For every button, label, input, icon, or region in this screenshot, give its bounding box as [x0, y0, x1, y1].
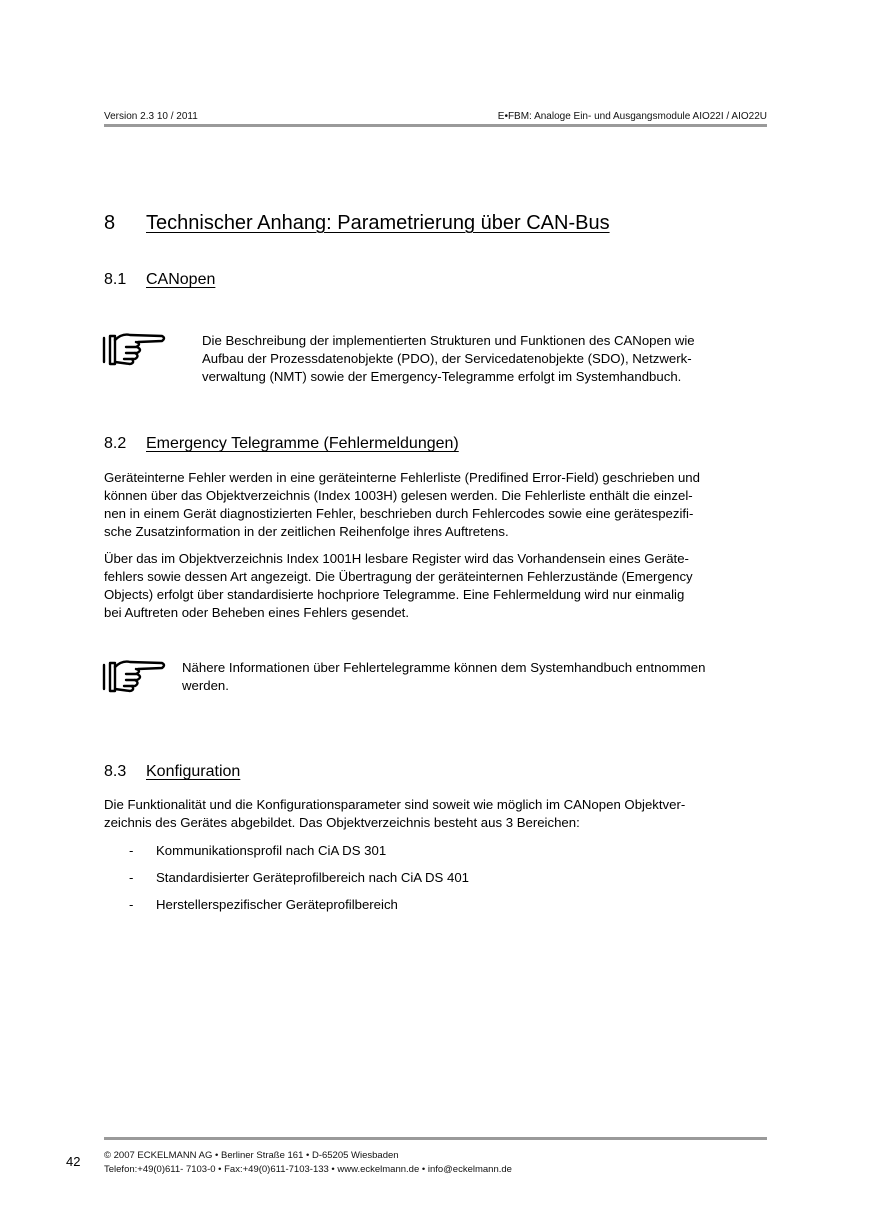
- section-8-2-number: 8.2: [104, 435, 127, 452]
- list-bullet: -: [129, 897, 134, 912]
- footer-address: [104, 1149, 512, 1177]
- paragraph-8-3: [104, 796, 776, 832]
- text-line: Über das im Objektverzeichnis Index 1001H lesbare Register wird das Vorhandensein eines Geräte-: [104, 551, 689, 566]
- header-rule: [104, 124, 767, 127]
- pointing-hand-icon: [102, 330, 168, 368]
- section-8-2-title: Emergency Telegramme (Fehlermeldungen): [146, 435, 459, 452]
- section-8-1-title: CANopen: [146, 271, 216, 288]
- footer-line: © 2007 ECKELMANN AG • Berliner Straße 161 • D-65205 Wiesbaden: [104, 1150, 399, 1161]
- list-item: Standardisierter Geräteprofilbereich nach CiA DS 401: [156, 870, 470, 885]
- section-8-3-title: Konfiguration: [146, 763, 241, 780]
- note-line: werden.: [182, 678, 229, 693]
- paragraph-8-2-2: [104, 550, 776, 622]
- note-line: Die Beschreibung der implementierten Strukturen und Funktionen des CANopen wie: [202, 333, 695, 348]
- text-line: Die Funktionalität und die Konfigurationsparameter sind soweit wie möglich im CANopen Objektver-: [104, 797, 686, 812]
- text-line: Objects) erfolgt über standardisierte hochpriore Telegramme. Eine Fehlermeldung wird nur einmalig: [104, 587, 685, 602]
- note-line: verwaltung (NMT) sowie der Emergency-Telegramme erfolgt im Systemhandbuch.: [202, 369, 682, 384]
- text-line: zeichnis des Gerätes abgebildet. Das Objektverzeichnis besteht aus 3 Bereichen:: [104, 815, 580, 830]
- section-8-3-number: 8.3: [104, 763, 127, 780]
- paragraph-8-2-1: [104, 469, 776, 541]
- text-line: fehlers sowie dessen Art angezeigt. Die Übertragung der geräteinternen Fehlerzustände (Emergency: [104, 569, 693, 584]
- text-line: können über das Objektverzeichnis (Index 1003H) gelesen werden. Die Fehlerliste enthält die einzel-: [104, 488, 693, 503]
- list-item: Kommunikationsprofil nach CiA DS 301: [156, 843, 387, 858]
- page-number: 42: [66, 1154, 81, 1169]
- text-line: sche Zusatzinformation in der zeitlichen Reihenfolge ihres Auftretens.: [104, 524, 509, 539]
- text-line: nen in einem Gerät diagnostizierten Fehler, beschrieben durch Fehlercodes sowie eine gerätespezifi-: [104, 506, 694, 521]
- section-8-1-number: 8.1: [104, 271, 127, 288]
- text-line: bei Auftreten oder Beheben eines Fehlers gesendet.: [104, 605, 409, 620]
- chapter-number: 8: [104, 212, 116, 234]
- header-version: Version 2.3 10 / 2011: [104, 111, 198, 122]
- list-item: Herstellerspezifischer Geräteprofilbereich: [156, 897, 398, 912]
- list-bullet: -: [129, 870, 134, 885]
- note-8-1: [202, 332, 768, 386]
- note-line: Nähere Informationen über Fehlertelegramme können dem Systemhandbuch entnommen: [182, 660, 706, 675]
- footer-rule: [104, 1137, 767, 1140]
- header-title: E•FBM: Analoge Ein- und Ausgangsmodule AIO22I / AIO22U: [497, 111, 767, 122]
- list-bullet: -: [129, 843, 134, 858]
- chapter-title: Technischer Anhang: Parametrierung über CAN-Bus: [146, 212, 610, 234]
- note-8-2: [182, 659, 772, 695]
- footer-line: Telefon:+49(0)611- 7103-0 • Fax:+49(0)611-7103-133 • www.eckelmann.de • info@eckelmann.de: [104, 1164, 512, 1175]
- note-line: Aufbau der Prozessdatenobjekte (PDO), der Servicedatenobjekte (SDO), Netzwerk-: [202, 351, 692, 366]
- text-line: Geräteinterne Fehler werden in eine geräteinterne Fehlerliste (Predifined Error-Field) geschrieben und: [104, 470, 700, 485]
- pointing-hand-icon: [102, 657, 168, 695]
